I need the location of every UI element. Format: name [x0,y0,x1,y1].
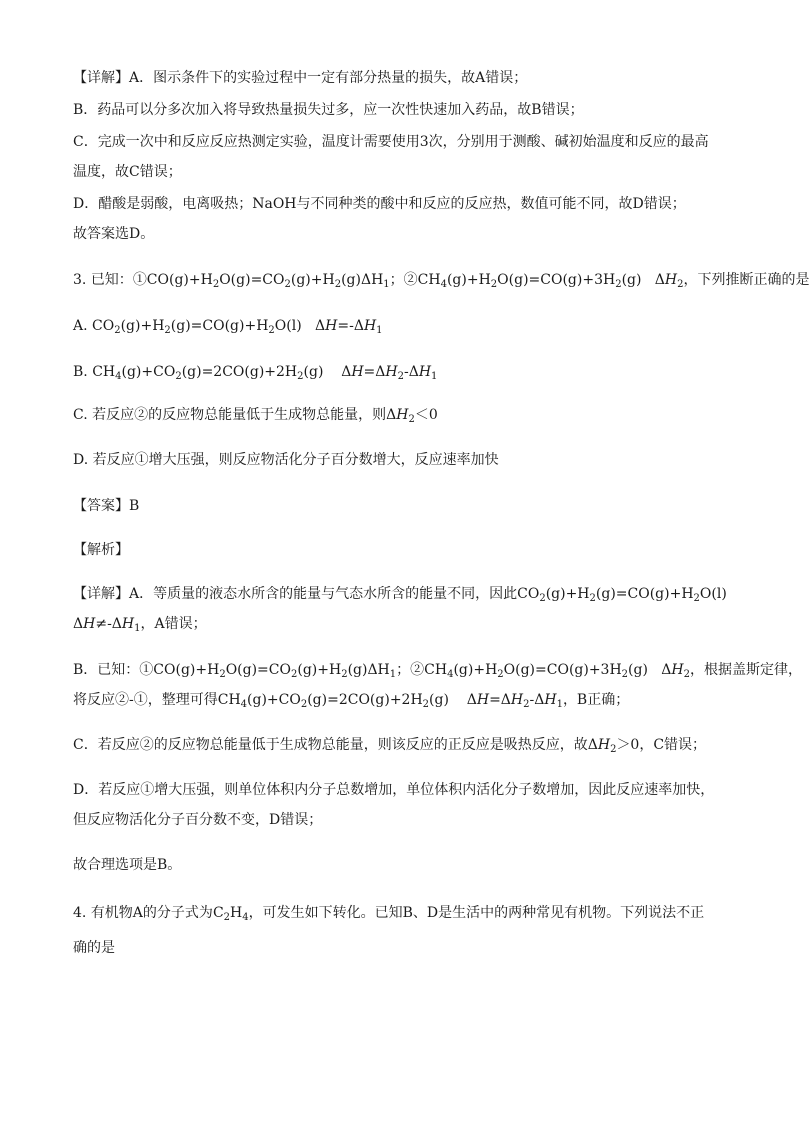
detail-line-a: 【详解】A．图示条件下的实验过程中一定有部分热量的损失，故A错误； [73,70,528,86]
detail-line-c1: C．完成一次中和反应反应热测定实验，温度计需要使用3次，分别用于测酸、碱初始温度和反应的最高 [73,134,709,150]
option-b: B. $CH_4(g)+CO_2(g)=2CO(g)+2H_2(g)$ $\Delta H=\Delta H_2-\Delta H_1$ [73,364,438,382]
detail-3d-line1: D．若反应①增大压强，则单位体积内分子总数增加，单位体积内活化分子数增加，因此反应速率加快， [73,782,715,798]
answer [73,496,139,516]
analysis-tag: 【解析】 [73,542,129,558]
detail-line-c2: 温度，故C错误； [73,164,182,180]
question-4-line1: 4. 有机物A的分子式为$C_2H_4$，可发生如下转化。已知B、D是生活中的两种常见有机物。下列说法不正 [73,905,705,923]
detail-3a-line2: $\Delta H\ne-\Delta H_1$，A错误； [73,616,207,634]
detail-tag: 【详解】 [73,586,129,602]
detail-conclusion: 故答案选D。 [73,226,155,242]
option-d: D. 若反应①增大压强，则反应物活化分子百分数增大，反应速率加快 [73,452,499,468]
question-4-line2: 确的是 [73,940,115,956]
option-c: C. 若反应②的反应物总能量低于生成物总能量，则$\Delta H_2<0$ [73,407,438,425]
answer-value: B [129,498,140,514]
option-a: A. $CO_2(g)+H_2(g)=CO(g)+H_2O(l)$ $\Delta H=-\Delta H_1$ [73,318,383,336]
detail-line-b: B．药品可以分多次加入将导致热量损失过多，应一次性快速加入药品，故B错误； [73,102,584,118]
detail-3b-line2: 将反应②-①，整理可得$CH_4(g)+CO_2(g)=2CO(g)+2H_2(g)$ $\Delta H=\Delta H_2-\Delta H_1$，B正确； [73,692,630,710]
answer-tag: 【答案】 [73,498,129,514]
detail-3b-line1: B．已知：$①CO(g)+H_2O(g)=CO_2(g)+H_2(g)\Delta H_1$；$②CH_4(g)+H_2O(g)=CO(g)+3H_2(g)$ $\Delta H_2$，根据盖斯定律， [73,662,802,680]
detail-3c: C．若反应②的反应物总能量低于生成物总能量，则该反应的正反应是吸热反应，故$\Delta H_2>0$，C错误； [73,737,707,755]
detail-3-conclusion: 故合理选项是B。 [73,857,182,873]
detail-line-d: D．醋酸是弱酸，电离吸热；NaOH与不同种类的酸中和反应的反应热，数值可能不同，故D错误； [73,196,686,212]
detail-3a-line1: 【详解】A．等质量的液态水所含的能量与气态水所含的能量不同，因此$CO_2(g)+H_2(g)=CO(g)+H_2O(l)$ [73,586,727,604]
detail-3d-line2: 但反应物活化分子百分数不变，D错误； [73,812,323,828]
question-3-stem: 3. 已知：$①CO(g)+H_2O(g)=CO_2(g)+H_2(g)\Delta H_1$；$②CH_4(g)+H_2O(g)=CO(g)+3H_2(g)$ $\Delta H_2$，下列推断正确的是 [73,272,810,290]
detail-tag: 【详解】 [73,70,129,86]
